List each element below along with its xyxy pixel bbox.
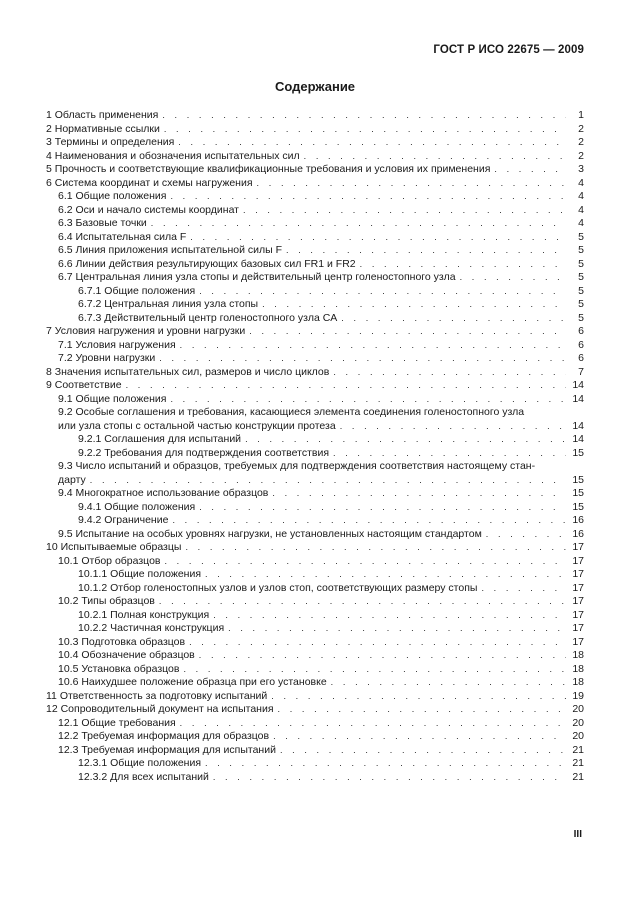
toc-entry-page: 15 (572, 487, 584, 499)
toc-entry-title: дарту (58, 473, 86, 486)
toc-entry-page: 5 (578, 311, 584, 324)
toc-entry-page: 21 (572, 770, 584, 783)
toc-entry[interactable] (46, 771, 584, 785)
dot-leader (271, 690, 566, 704)
toc-entry-title: 10.5 Установка образцов (58, 662, 180, 675)
dot-leader (126, 379, 566, 393)
dot-leader (228, 622, 566, 636)
toc-entry-page: 18 (572, 676, 584, 688)
toc-entry-page: 5 (578, 271, 584, 283)
toc-entry-title: 10.1.1 Общие положения (78, 568, 202, 580)
dot-leader (199, 501, 566, 515)
toc-entry[interactable] (46, 528, 584, 542)
toc-entry-title: 6.5 Линия приложения испытательной силы F (58, 244, 282, 256)
toc-entry[interactable] (46, 609, 584, 623)
toc-entry[interactable] (46, 258, 584, 272)
toc-entry[interactable] (46, 420, 584, 434)
toc-entry[interactable] (46, 460, 584, 474)
dot-leader (272, 487, 566, 501)
toc-entry-title: 2 Нормативные ссылки (46, 122, 160, 135)
toc-entry-title: 6.2 Оси и начало системы координат (58, 203, 239, 216)
toc-entry-title: 5 Прочность и соответствующие квалификационные требования и условия их применения (46, 163, 491, 175)
toc-entry-page: 21 (572, 743, 584, 756)
toc-entry-title: 9.4.1 Общие положения (78, 500, 196, 513)
dot-leader (90, 474, 566, 488)
toc-entry-page: 2 (578, 136, 584, 148)
toc-entry-page: 17 (572, 581, 584, 594)
dot-leader (162, 109, 566, 123)
toc-entry[interactable] (46, 109, 584, 123)
toc-entry-title: 10 Испытываемые образцы (46, 541, 182, 553)
toc-entry-title: 9.2 Особые соглашения и требования, касающиеся элемента соединения голеностопного узла (58, 406, 525, 418)
toc-entry-title: 10.4 Обозначение образцов (58, 649, 195, 661)
toc-entry[interactable] (46, 190, 584, 204)
toc-entry-title: 10.6 Наихудшее положение образца при его установке (58, 676, 327, 688)
dot-leader (249, 325, 566, 339)
toc-entry-page: 4 (578, 203, 584, 216)
toc-entry[interactable] (46, 285, 584, 299)
toc-entry[interactable] (46, 744, 584, 758)
toc-entry-page: 5 (578, 244, 584, 256)
toc-entry-page: 20 (572, 730, 584, 742)
toc-entry-title: 12.3 Требуемая информация для испытаний (58, 743, 276, 756)
toc-entry-page: 14 (572, 433, 584, 445)
dot-leader (180, 339, 566, 353)
toc-entry-title: 12 Сопроводительный документ на испытания (46, 703, 274, 715)
toc-entry-page: 5 (578, 230, 584, 243)
toc-entry-title: 10.2.2 Частичная конструкция (78, 622, 225, 634)
toc-entry[interactable] (46, 649, 584, 663)
toc-entry-title: 12.1 Общие требования (58, 716, 176, 729)
toc-entry-title: 8 Значения испытательных сил, размеров и число циклов (46, 365, 330, 378)
toc-entry-title: 6.7.2 Центральная линия узла стопы (78, 298, 259, 310)
toc-entry[interactable] (46, 622, 584, 636)
toc-entry-title: или узла стопы с остальной частью конструкции протеза (58, 419, 336, 432)
toc-entry-page: 5 (578, 257, 584, 270)
toc-entry-title: 9.2.1 Соглашения для испытаний (78, 433, 242, 445)
toc-entry-title: 1 Область применения (46, 109, 159, 121)
toc-entry-page: 19 (572, 689, 584, 702)
toc-entry-title: 7 Условия нагружения и уровни нагрузки (46, 325, 246, 337)
dot-leader (213, 609, 566, 623)
toc-entry-title: 9.2.2 Требования для подтверждения соответствия (78, 446, 330, 459)
toc-entry-page: 14 (572, 419, 584, 432)
dot-leader (331, 676, 566, 690)
toc-entry[interactable] (46, 298, 584, 312)
toc-entry[interactable] (46, 271, 584, 285)
toc-entry-page: 15 (572, 473, 584, 486)
dot-leader (213, 771, 566, 785)
toc-entry-page: 17 (572, 608, 584, 621)
dot-leader (189, 636, 566, 650)
toc-entry-page: 17 (572, 595, 584, 607)
toc-entry-title: 12.3.1 Общие положения (78, 757, 202, 769)
dot-leader (341, 312, 566, 326)
toc-entry-page: 7 (578, 365, 584, 378)
toc-entry-title: 6.6 Линии действия результирующих базовых сил FR1 и FR2 (58, 257, 356, 270)
toc-entry-title: 7.1 Условия нагружения (58, 338, 176, 351)
document-id: ГОСТ Р ИСО 22675 — 2009 (433, 44, 584, 56)
toc-entry-title: 6.7 Центральная линия узла стопы и действительный центр голеностопного узла (58, 271, 456, 283)
dot-leader (159, 595, 566, 609)
toc-entry-title: 6 Система координат и схемы нагружения (46, 176, 253, 189)
dot-leader (178, 136, 566, 150)
toc-entry[interactable] (46, 717, 584, 731)
toc-entry-title: 10.2.1 Полная конструкция (78, 608, 210, 621)
toc-entry[interactable] (46, 136, 584, 150)
toc-entry[interactable] (46, 568, 584, 582)
toc-entry[interactable] (46, 703, 584, 717)
toc-entry-title: 9 Соответствие (46, 379, 122, 391)
dot-leader (199, 649, 566, 663)
toc-entry-title: 10.1.2 Отбор голеностопных узлов и узлов стоп, соответствующих размеру стопы (78, 581, 478, 594)
toc-entry[interactable] (46, 406, 584, 420)
toc-entry-page: 4 (578, 190, 584, 202)
dot-leader (199, 285, 566, 299)
dot-leader (243, 204, 566, 218)
toc-entry[interactable] (46, 487, 584, 501)
dot-leader (164, 555, 566, 569)
toc-entry[interactable] (46, 690, 584, 704)
toc-entry-title: 9.4.2 Ограничение (78, 514, 169, 526)
toc-entry-title: 10.2 Типы образцов (58, 595, 155, 607)
toc-entry[interactable] (46, 150, 584, 164)
toc-entry-page: 18 (572, 649, 584, 661)
dot-leader (340, 420, 566, 434)
toc-entry-page: 4 (578, 176, 584, 189)
toc-entry-title: 6.4 Испытательная сила F (58, 230, 187, 243)
toc-entry[interactable] (46, 393, 584, 407)
toc-entry-page: 2 (578, 149, 584, 162)
toc-entry[interactable] (46, 730, 584, 744)
toc-entry-title: 6.7.3 Действительный центр голеностопного узла CA (78, 311, 338, 324)
toc-entry-title: 4 Наименования и обозначения испытательных сил (46, 149, 300, 162)
dot-leader (257, 177, 566, 191)
dot-leader (180, 717, 566, 731)
toc-entry[interactable] (46, 433, 584, 447)
toc-entry-page: 20 (572, 703, 584, 715)
toc-entry-page: 16 (572, 527, 584, 540)
dot-leader (172, 514, 566, 528)
toc-entry[interactable] (46, 204, 584, 218)
toc-entry[interactable] (46, 636, 584, 650)
toc-entry-page: 3 (578, 163, 584, 175)
dot-leader (185, 541, 566, 555)
page-number: III (573, 829, 582, 840)
toc-entry-page: 14 (572, 379, 584, 391)
toc-entry-page: 17 (572, 554, 584, 567)
dot-leader (273, 730, 566, 744)
dot-leader (333, 447, 566, 461)
toc-entry-page: 17 (572, 622, 584, 634)
toc-entry[interactable] (46, 541, 584, 555)
toc-entry-page: 6 (578, 325, 584, 337)
toc-entry[interactable] (46, 312, 584, 326)
toc-entry-page: 5 (578, 298, 584, 310)
dot-leader (460, 271, 566, 285)
toc-entry-page: 16 (572, 514, 584, 526)
toc-entry-page: 17 (572, 568, 584, 580)
toc-entry-page: 15 (572, 500, 584, 513)
toc-entry-page: 20 (572, 716, 584, 729)
dot-leader (164, 123, 566, 137)
dot-leader (159, 352, 566, 366)
toc-entry-page: 18 (572, 662, 584, 675)
toc-entry-page: 15 (572, 446, 584, 459)
toc-entry-page: 21 (572, 757, 584, 769)
toc-entry-title: 12.3.2 Для всех испытаний (78, 770, 209, 783)
toc-entry-title: 7.2 Уровни нагрузки (58, 352, 156, 364)
dot-leader (170, 393, 566, 407)
toc-entry[interactable] (46, 676, 584, 690)
toc-entry-title: 3 Термины и определения (46, 136, 175, 148)
dot-leader (245, 433, 566, 447)
toc-entry[interactable] (46, 663, 584, 677)
dot-leader (170, 190, 566, 204)
dot-leader (304, 150, 566, 164)
toc-entry[interactable] (46, 582, 584, 596)
toc-entry[interactable] (46, 501, 584, 515)
toc-entry-page: 14 (572, 392, 584, 405)
toc-entry-title: 9.3 Число испытаний и образцов, требуемых для подтверждения соответствия настоящему стан- (58, 460, 536, 472)
dot-leader (280, 744, 566, 758)
toc-entry[interactable] (46, 379, 584, 393)
page-title: Содержание (274, 79, 356, 94)
dot-leader (262, 298, 566, 312)
dot-leader (183, 663, 566, 677)
toc-entry-title: 9.1 Общие положения (58, 392, 167, 405)
dot-leader (190, 231, 566, 245)
dot-leader (278, 703, 566, 717)
toc-entry[interactable] (46, 366, 584, 380)
dot-leader (486, 528, 566, 542)
toc-entry-title: 11 Ответственность за подготовку испытаний (46, 689, 268, 702)
toc-entry-title: 9.5 Испытание на особых уровнях нагрузки, не установленных настоящим стандартом (58, 527, 482, 540)
dot-leader (151, 217, 566, 231)
toc-entry[interactable] (46, 123, 584, 137)
toc-entry-title: 12.2 Требуемая информация для образцов (58, 730, 270, 742)
toc-entry-page: 4 (578, 217, 584, 229)
toc-entry[interactable] (46, 163, 584, 177)
toc-entry[interactable] (46, 339, 584, 353)
dot-leader (205, 757, 566, 771)
toc-entry[interactable] (46, 447, 584, 461)
toc-entry-page: 17 (572, 541, 584, 553)
dot-leader (333, 366, 566, 380)
toc-entry[interactable] (46, 352, 584, 366)
toc-entry-page: 6 (578, 338, 584, 351)
dot-leader (286, 244, 566, 258)
toc-entry-title: 6.3 Базовые точки (58, 217, 147, 229)
toc-entry-title: 10.3 Подготовка образцов (58, 635, 186, 648)
toc-entry[interactable] (46, 514, 584, 528)
toc-entry-title: 10.1 Отбор образцов (58, 554, 161, 567)
dot-leader (205, 568, 566, 582)
toc-entry[interactable] (46, 555, 584, 569)
toc-entry-page: 2 (578, 122, 584, 135)
toc-entry[interactable] (46, 217, 584, 231)
toc-entry[interactable] (46, 757, 584, 771)
toc-entry-page: 1 (578, 109, 584, 121)
toc-entry-page: 6 (578, 352, 584, 364)
dot-leader (481, 582, 566, 596)
dot-leader (494, 163, 566, 177)
toc-entry[interactable] (46, 231, 584, 245)
toc-entry[interactable] (46, 177, 584, 191)
toc-entry-page: 5 (578, 284, 584, 297)
toc-entry-title: 6.7.1 Общие положения (78, 284, 196, 297)
toc-entry[interactable] (46, 474, 584, 488)
toc-entry-page: 17 (572, 635, 584, 648)
toc-entry-title: 9.4 Многократное использование образцов (58, 487, 269, 499)
toc-entry[interactable] (46, 325, 584, 339)
table-of-contents (46, 109, 584, 784)
dot-leader (360, 258, 566, 272)
toc-entry[interactable] (46, 595, 584, 609)
toc-entry-title: 6.1 Общие положения (58, 190, 167, 202)
toc-entry[interactable] (46, 244, 584, 258)
